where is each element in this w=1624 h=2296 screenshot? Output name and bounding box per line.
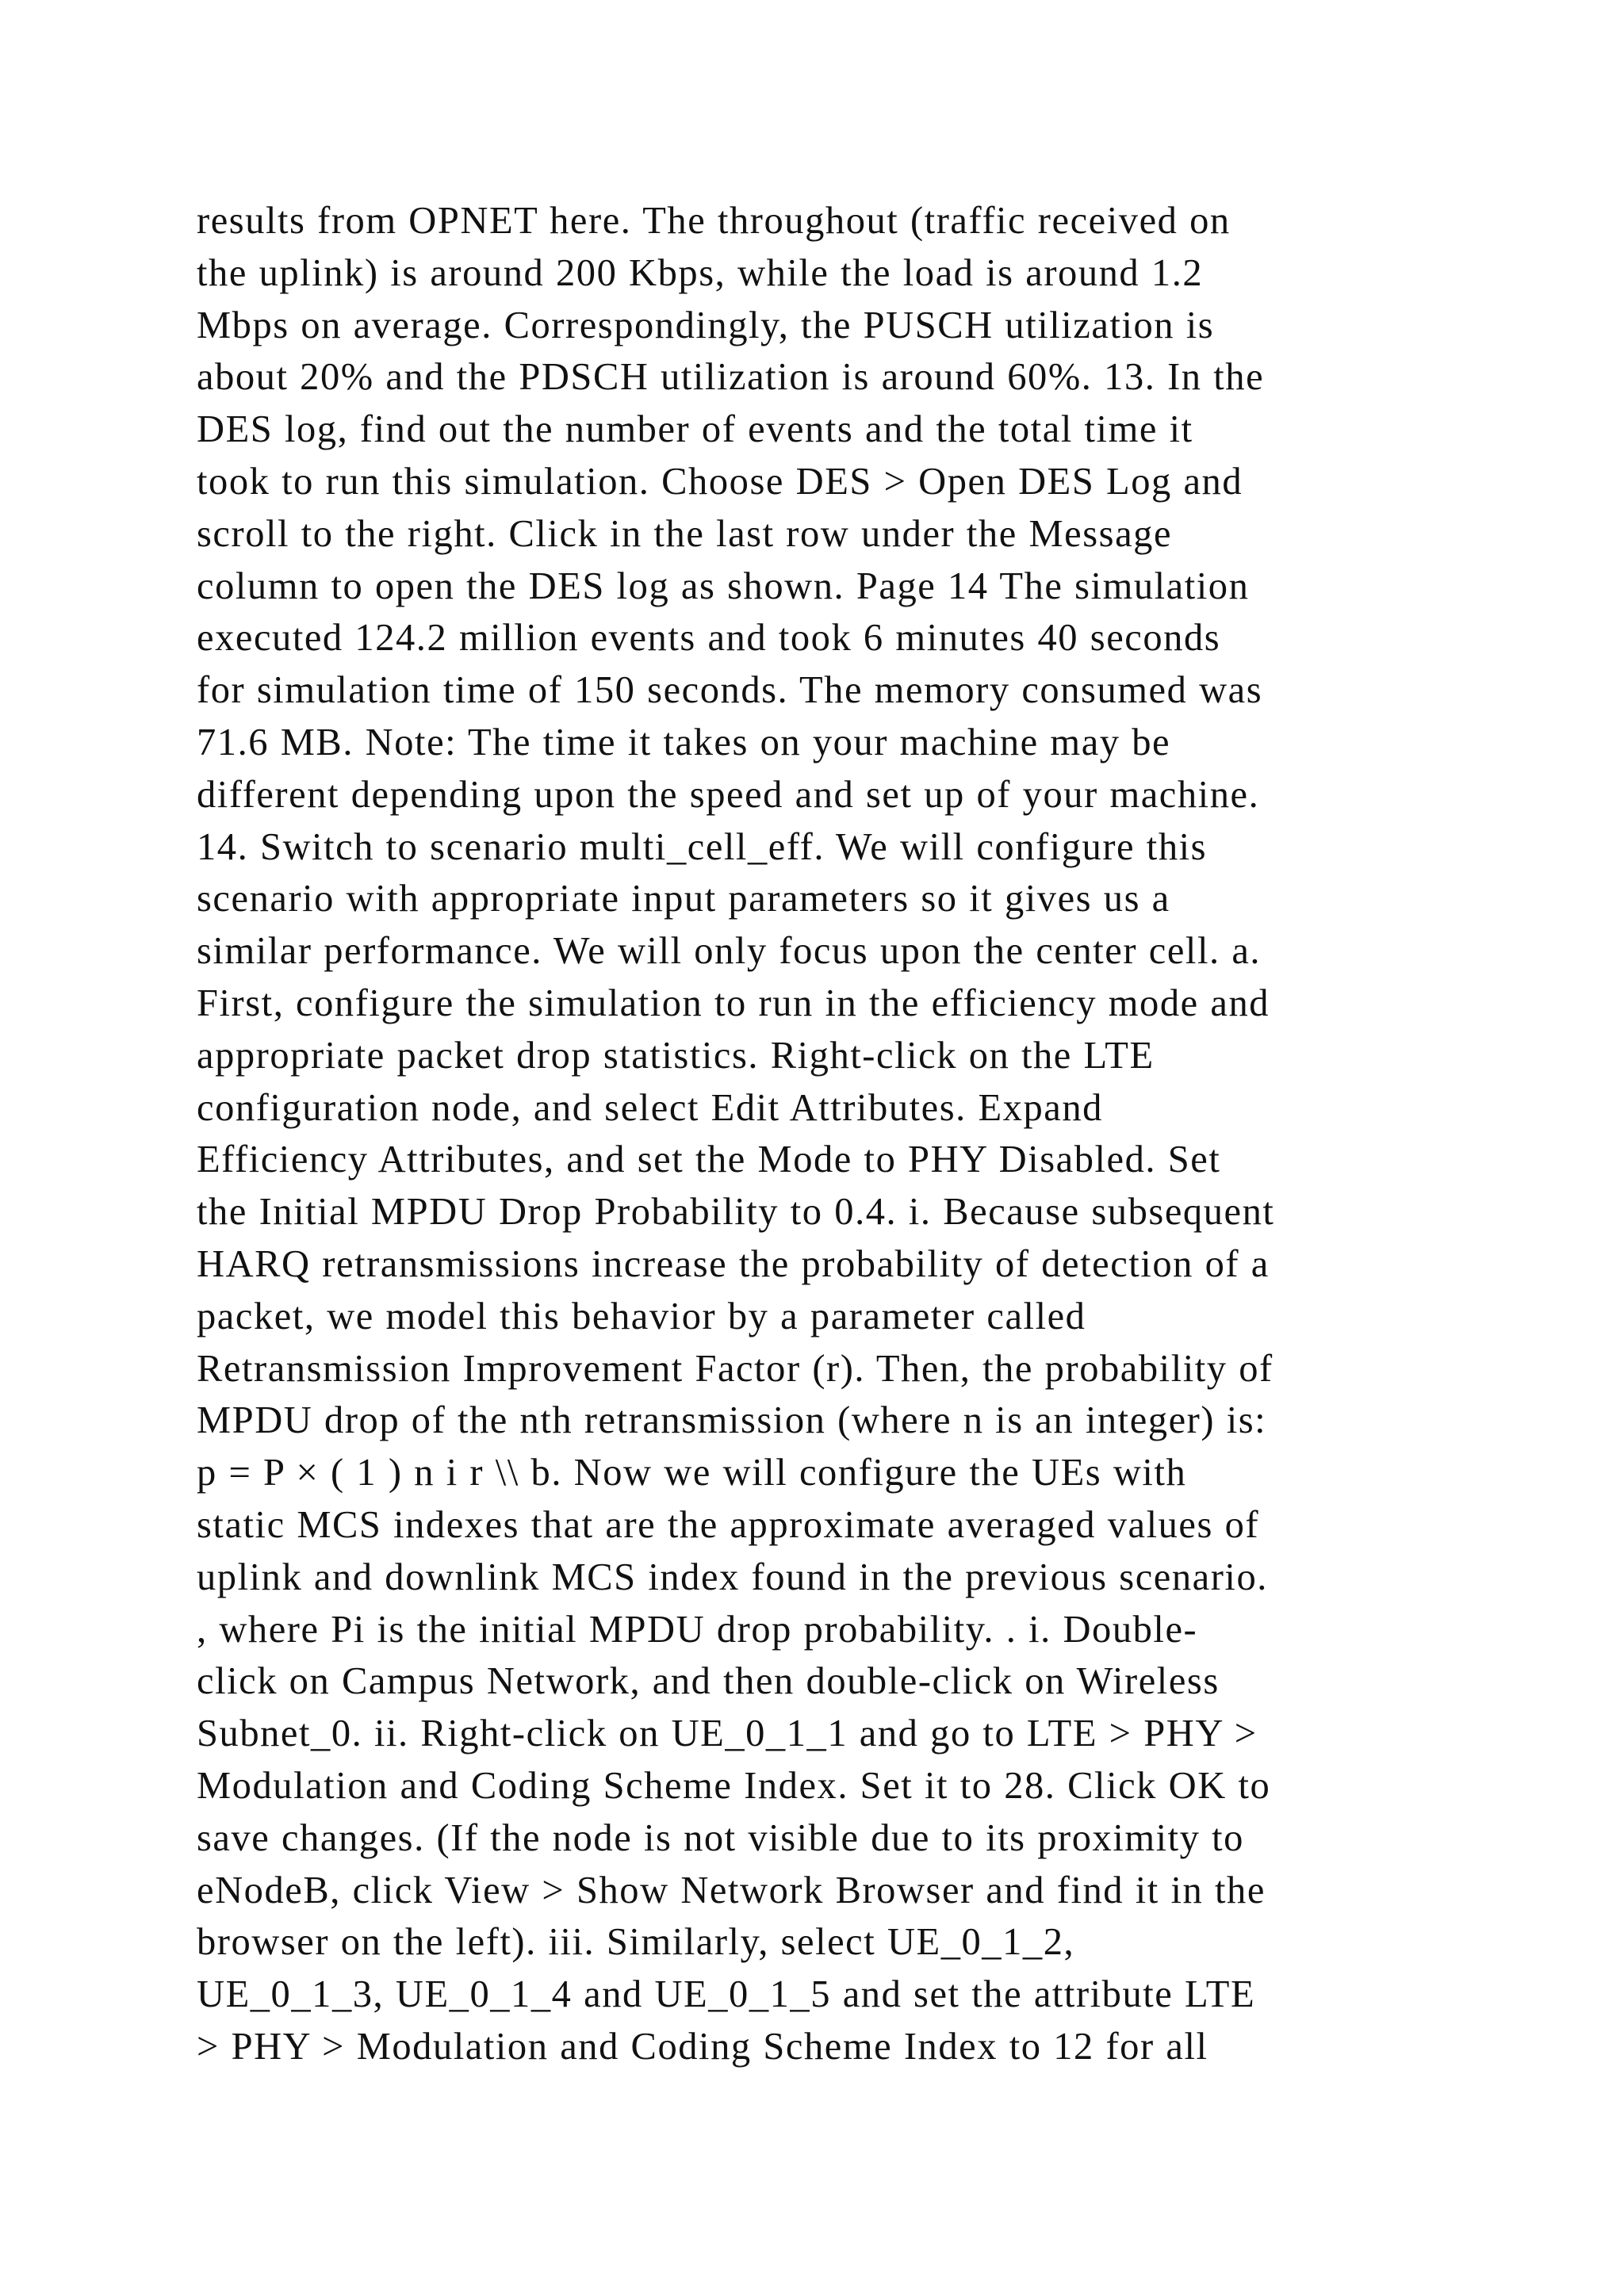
text-line: 71.6 MB. Note: The time it takes on your machine may be [197, 721, 1171, 763]
text-line: UE_0_1_3, UE_0_1_4 and UE_0_1_5 and set the attribute LTE [197, 1973, 1256, 2016]
text-line: Efficiency Attributes, and set the Mode to PHY Disabled. Set [197, 1138, 1221, 1181]
text-line: for simulation time of 150 seconds. The memory consumed was [197, 669, 1263, 712]
text-line: static MCS indexes that are the approximate averaged values of [197, 1503, 1260, 1546]
text-line: column to open the DES log as shown. Page 14 The simulation [197, 564, 1250, 607]
text-line: DES log, find out the number of events and the total time it [197, 408, 1193, 451]
text-line: similar performance. We will only focus upon the center cell. a. [197, 930, 1262, 973]
text-line: , where Pi is the initial MPDU drop probability. . i. Double- [197, 1608, 1198, 1651]
text-line: eNodeB, click View > Show Network Browser and find it in the [197, 1869, 1266, 1911]
text-line: the Initial MPDU Drop Probability to 0.4. i. Because subsequent [197, 1191, 1275, 1234]
text-line: scenario with appropriate input parameters so it gives us a [197, 878, 1170, 920]
text-line: uplink and downlink MCS index found in the previous scenario. [197, 1556, 1268, 1598]
text-line: HARQ retransmissions increase the probability of detection of a [197, 1242, 1270, 1285]
text-line: about 20% and the PDSCH utilization is around 60%. 13. In the [197, 356, 1265, 399]
text-line: p = P × ( 1 ) n i r \\ b. Now we will configure the UEs with [197, 1452, 1187, 1494]
text-line: click on Campus Network, and then double-click on Wireless [197, 1660, 1220, 1703]
text-line: results from OPNET here. The throughout (traffic received on [197, 200, 1231, 242]
text-line: scroll to the right. Click in the last row under the Message [197, 512, 1173, 555]
text-line: took to run this simulation. Choose DES > Open DES Log and [197, 460, 1243, 503]
text-line: Retransmission Improvement Factor (r). Then, the probability of [197, 1347, 1274, 1390]
text-line: save changes. (If the node is not visible due to its proximity to [197, 1816, 1244, 1859]
text-line: the uplink) is around 200 Kbps, while the load is around 1.2 [197, 251, 1204, 294]
text-line: different depending upon the speed and set up of your machine. [197, 773, 1260, 816]
text-line: 14. Switch to scenario multi_cell_eff. We will configure this [197, 825, 1208, 868]
body-text [197, 195, 1497, 2073]
text-line: packet, we model this behavior by a parameter called [197, 1295, 1086, 1337]
text-line: Modulation and Coding Scheme Index. Set it to 28. Click OK to [197, 1764, 1271, 1807]
text-line: appropriate packet drop statistics. Right-click on the LTE [197, 1034, 1155, 1077]
text-line: configuration node, and select Edit Attributes. Expand [197, 1086, 1103, 1129]
text-line: Mbps on average. Correspondingly, the PUSCH utilization is [197, 304, 1215, 346]
text-line: executed 124.2 million events and took 6 minutes 40 seconds [197, 617, 1221, 660]
text-line: Subnet_0. ii. Right-click on UE_0_1_1 and go to LTE > PHY > [197, 1712, 1258, 1755]
text-line: browser on the left). iii. Similarly, select UE_0_1_2, [197, 1921, 1075, 1964]
text-line: > PHY > Modulation and Coding Scheme Index to 12 for all [197, 2025, 1208, 2068]
text-line: First, configure the simulation to run in the efficiency mode and [197, 982, 1270, 1024]
text-line: MPDU drop of the nth retransmission (where n is an integer) is: [197, 1399, 1267, 1442]
